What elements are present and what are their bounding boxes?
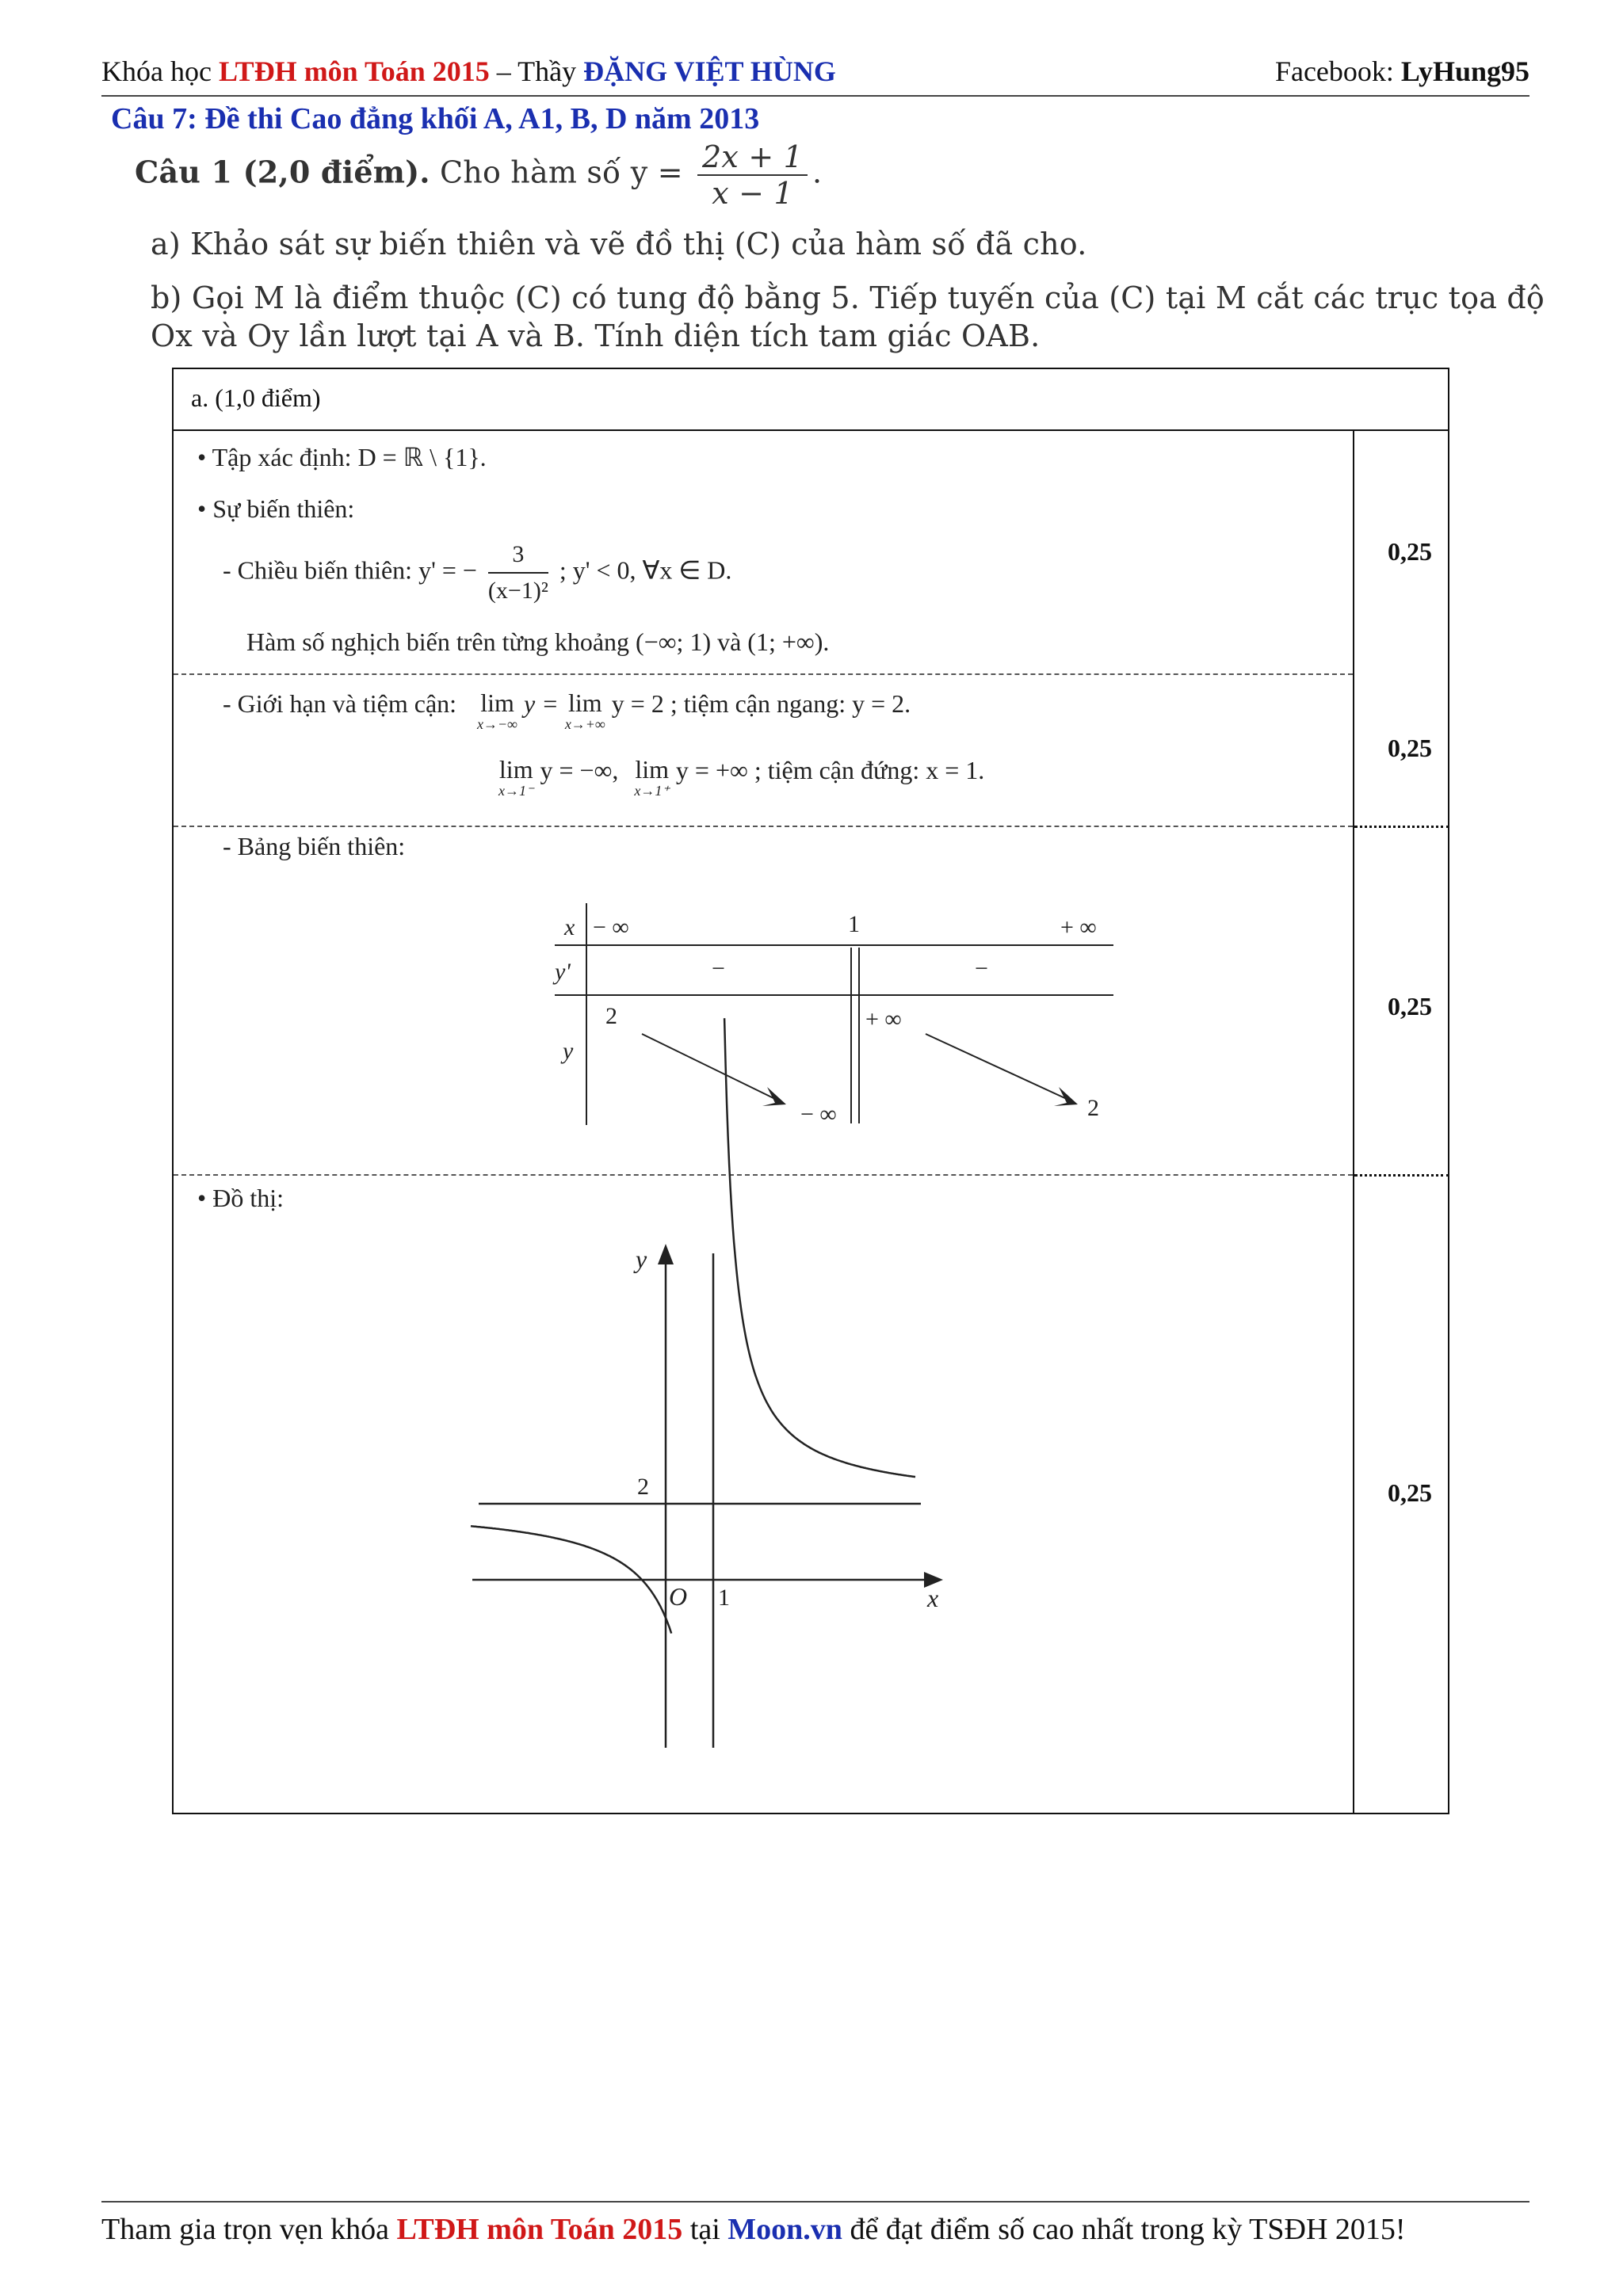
vt-yp-sign-2: − bbox=[975, 955, 988, 982]
facebook-name: LyHung95 bbox=[1400, 55, 1529, 87]
limits-label: - Giới hạn và tiệm cận: bbox=[223, 689, 457, 718]
lim-sub: x→1⁺ bbox=[634, 783, 670, 799]
vt-x-label: x bbox=[564, 914, 575, 940]
lim-sub: x→−∞ bbox=[477, 716, 518, 732]
score-1: 0,25 bbox=[1388, 537, 1432, 566]
fraction-denominator: x − 1 bbox=[712, 176, 793, 211]
part-a: a) Khảo sát sự biến thiên và vẽ đồ thị (C) của hàm số đã cho. bbox=[151, 227, 1087, 261]
footer-pre: Tham gia trọn vẹn khóa bbox=[101, 2213, 390, 2246]
vt-x-neg-inf: − ∞ bbox=[593, 914, 629, 940]
problem-intro: Cho hàm số y = bbox=[440, 154, 683, 190]
vt-yp-label: y' bbox=[555, 959, 571, 985]
vt-y-label: y bbox=[563, 1038, 574, 1064]
vt-y-neg-inf: − ∞ bbox=[800, 1101, 837, 1127]
lim-word: lim bbox=[480, 688, 514, 717]
page-footer bbox=[101, 2201, 1529, 2247]
score-2: 0,25 bbox=[1388, 734, 1432, 762]
lim-word: lim bbox=[635, 755, 669, 784]
facebook-label: Facebook: bbox=[1274, 55, 1394, 87]
y-axis-label: y bbox=[636, 1245, 647, 1273]
lim-word: lim bbox=[567, 688, 602, 717]
header-prefix: Khóa học bbox=[101, 55, 212, 87]
graph-branch-right bbox=[724, 1018, 915, 1477]
score-3: 0,25 bbox=[1388, 992, 1432, 1020]
x-tick-1: 1 bbox=[718, 1585, 730, 1611]
footer-mid: tại bbox=[689, 2213, 720, 2246]
vt-y-2-right: 2 bbox=[1087, 1095, 1099, 1121]
header-teacher: ĐẶNG VIỆT HÙNG bbox=[583, 55, 836, 87]
score-4: 0,25 bbox=[1388, 1478, 1432, 1507]
lim-sub: x→1⁻ bbox=[498, 783, 534, 799]
problem-line-1: Câu 1 (2,0 điểm). Cho hàm số y = $\frac{2x + 1}{x - 1}$ . bbox=[135, 139, 823, 211]
lim-sub: x→+∞ bbox=[564, 716, 605, 732]
vt-x-one: 1 bbox=[848, 911, 860, 937]
lim-row2-b: y = +∞ ; tiệm cận đứng: x = 1. bbox=[675, 756, 985, 784]
footer-site: Moon.vn bbox=[727, 2213, 842, 2246]
fraction-numerator: 2x + 1 bbox=[697, 139, 808, 176]
derivative-tail: ; y' < 0, ∀x ∈ D. bbox=[559, 555, 732, 585]
graph-label: • Đồ thị: bbox=[197, 1184, 284, 1212]
footer-course: LTĐH môn Toán 2015 bbox=[396, 2213, 683, 2246]
question-title: Câu 7: Đề thi Cao đẳng khối A, A1, B, D năm 2013 bbox=[111, 102, 760, 135]
variation-line: • Sự biến thiên: bbox=[197, 494, 355, 523]
y-tick-2: 2 bbox=[637, 1474, 649, 1500]
lim-row1-mid: y = bbox=[524, 689, 559, 718]
vt-y-2-left: 2 bbox=[605, 1003, 617, 1029]
origin-label: O bbox=[669, 1582, 688, 1611]
lim-row2-a: y = −∞, bbox=[540, 756, 619, 784]
vt-yp-sign-1: − bbox=[712, 955, 725, 982]
monotone-line: Hàm số nghịch biến trên từng khoảng (−∞; 1) và (1; +∞). bbox=[246, 627, 830, 656]
header-course: LTĐH môn Toán 2015 bbox=[218, 55, 490, 87]
domain-line: • Tập xác định: D = ℝ \ {1}. bbox=[197, 443, 487, 471]
part-b-line-1: b) Gọi M là điểm thuộc (C) có tung độ bằng 5. Tiếp tuyến của (C) tại M cắt các trục tọa độ bbox=[151, 280, 1545, 315]
problem-head: Câu 1 (2,0 điểm). bbox=[135, 154, 430, 190]
derivative-label: - Chiều biến thiên: y' = − bbox=[223, 555, 477, 585]
derivative-numerator: 3 bbox=[488, 537, 548, 574]
header-sep: – Thầy bbox=[496, 55, 577, 87]
table-label: - Bảng biến thiên: bbox=[223, 832, 406, 860]
lim-row1-tail: y = 2 ; tiệm cận ngang: y = 2. bbox=[611, 689, 911, 718]
x-axis-label: x bbox=[927, 1584, 939, 1612]
lim-word: lim bbox=[498, 755, 533, 784]
footer-post: để đạt điểm số cao nhất trong kỳ TSĐH 2015! bbox=[850, 2213, 1406, 2246]
table-header: a. (1,0 điểm) bbox=[191, 383, 321, 412]
vt-x-pos-inf: + ∞ bbox=[1060, 914, 1097, 940]
y-axis-arrow-icon bbox=[658, 1244, 674, 1264]
part-b-line-2: Ox và Oy lần lượt tại A và B. Tính diện tích tam giác OAB. bbox=[151, 318, 1041, 353]
vt-y-pos-inf: + ∞ bbox=[865, 1006, 902, 1032]
derivative-denominator: (x−1)² bbox=[487, 578, 548, 604]
